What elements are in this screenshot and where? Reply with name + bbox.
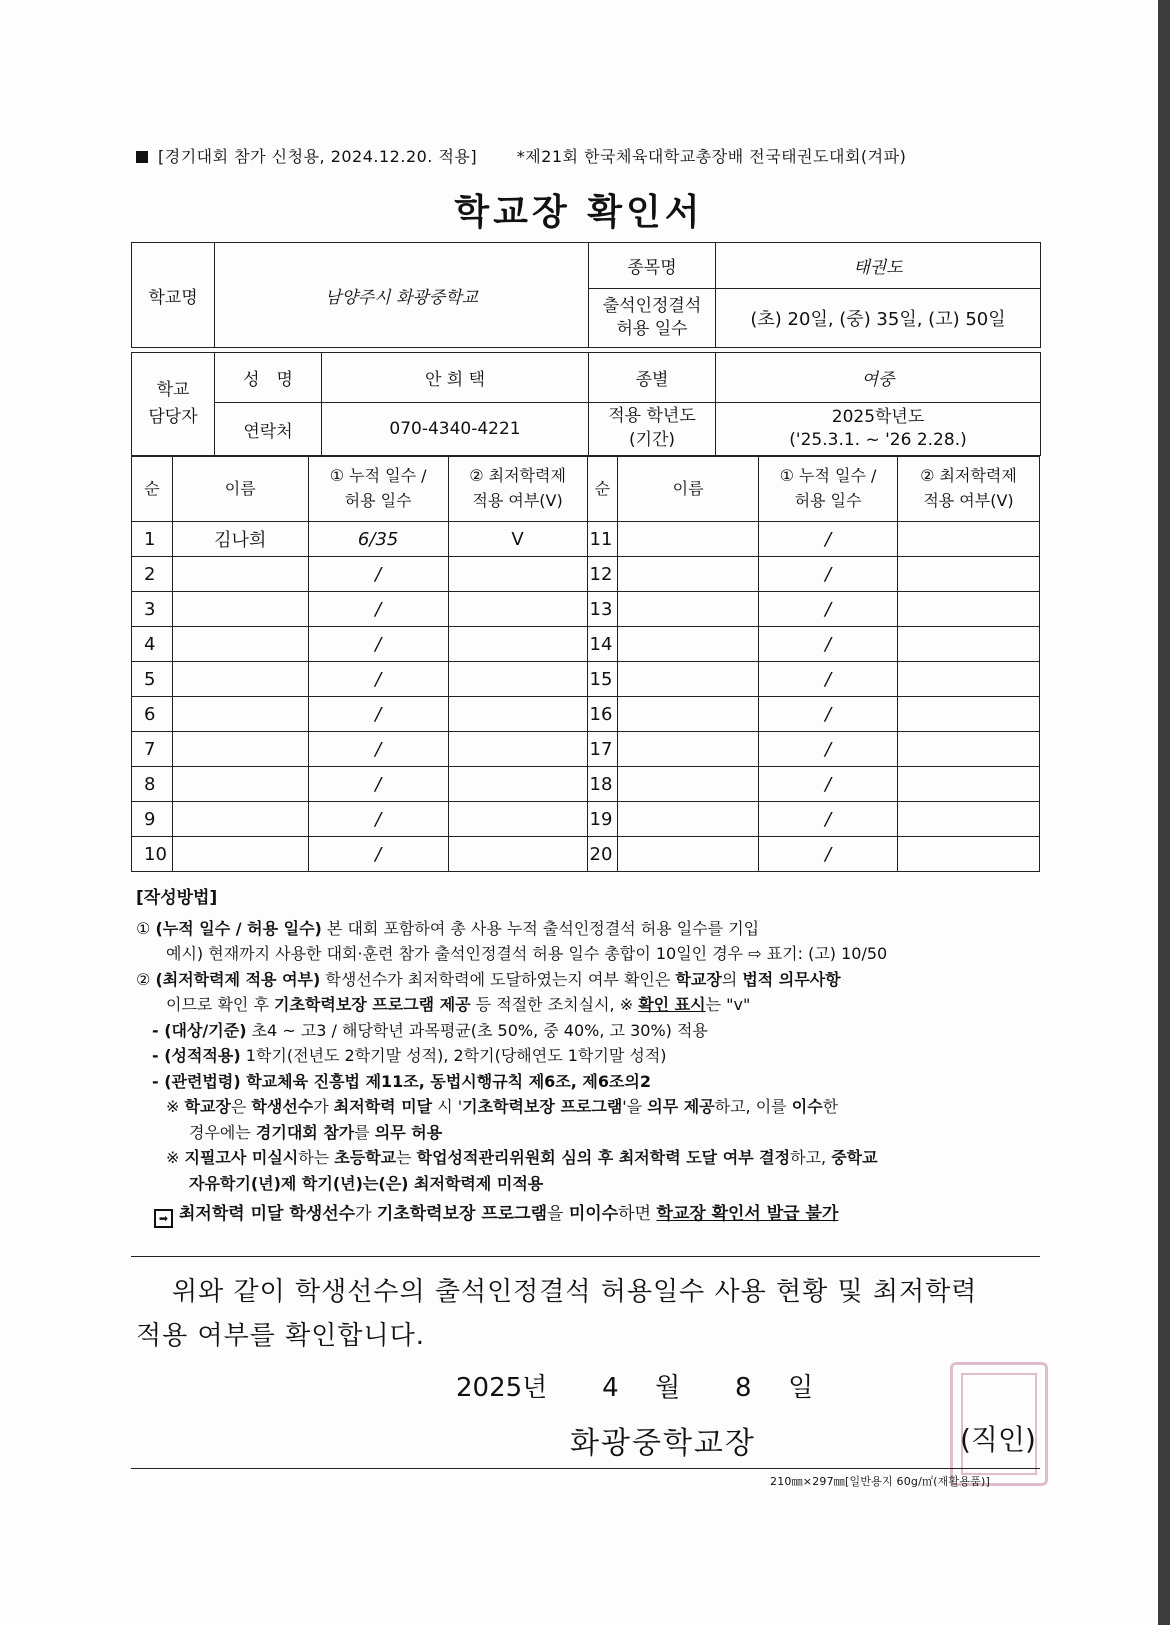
days-cell: / — [759, 522, 898, 557]
col-header-name: 이름 — [618, 457, 759, 522]
min-standard-cell — [897, 662, 1039, 697]
arrow-box-icon: ➡ — [154, 1209, 173, 1228]
min-standard-cell — [897, 802, 1039, 837]
issue-date: 2025년 4 월 8 일 — [456, 1373, 814, 1403]
form-usage-note: [경기대회 참가 신청용, 2024.12.20. 적용] — [158, 147, 478, 166]
allowed-days-value: (초) 20일, (중) 35일, (고) 50일 — [716, 289, 1041, 348]
col-header-no: 순 — [132, 457, 173, 522]
row-number: 3 — [132, 592, 173, 627]
min-standard-cell — [448, 557, 587, 592]
student-name — [618, 627, 759, 662]
col-header-no: 순 — [587, 457, 618, 522]
row-number: 18 — [587, 767, 618, 802]
divider — [131, 1256, 1040, 1257]
table-row — [132, 732, 1040, 767]
row-number: 6 — [132, 697, 173, 732]
student-name — [618, 837, 759, 872]
detail-grades: - (성적적용) 1학기(전년도 2학기말 성적), 2학기(당해연도 1학기말 성적) — [152, 1046, 667, 1065]
days-cell: / — [759, 627, 898, 662]
days-cell: / — [308, 627, 448, 662]
col-header-min: ② 최저학력제 적용 여부(V) — [897, 457, 1039, 522]
year-label: 적용 학년도 (기간) — [589, 403, 716, 456]
student-name — [172, 732, 308, 767]
row-number: 8 — [132, 767, 173, 802]
min-standard-cell — [897, 592, 1039, 627]
student-name — [618, 697, 759, 732]
remark-1: ※ 학교장은 학생선수가 최저학력 미달 시 '기초학력보장 프로그램'을 의무 제공하고, 이를 이수한 — [166, 1097, 839, 1116]
principal-title: 화광중학교장 — [570, 1426, 756, 1461]
student-name — [618, 592, 759, 627]
row-number: 1 — [132, 522, 173, 557]
days-cell: / — [759, 837, 898, 872]
detail-target: - (대상/기준) 초4 ~ 고3 / 해당학년 과목평균(초 50%, 중 40%, 고 30%) 적용 — [152, 1020, 708, 1040]
document-title: 학교장 확인서 — [454, 192, 704, 233]
student-name — [172, 627, 308, 662]
note-1: ① (누적 일수 / 허용 일수) 본 대회 포함하여 총 사용 누적 출석인정결석 허용 일수를 기입 — [136, 918, 760, 938]
days-cell: / — [308, 662, 448, 697]
days-cell: / — [759, 802, 898, 837]
min-standard-cell — [897, 767, 1039, 802]
student-name — [172, 662, 308, 697]
bottom-divider — [131, 1468, 1040, 1469]
days-cell: / — [308, 837, 448, 872]
student-name — [172, 557, 308, 592]
final-warning: ➡ 최저학력 미달 학생선수가 기초학력보장 프로그램을 미이수하면 학교장 확인서 발급 불가 — [136, 1202, 1051, 1228]
min-standard-cell — [897, 522, 1039, 557]
col-header-min: ② 최저학력제 적용 여부(V) — [448, 457, 587, 522]
contact-value: 070-4340-4221 — [322, 403, 589, 456]
student-name — [172, 802, 308, 837]
student-name — [172, 837, 308, 872]
student-name — [172, 592, 308, 627]
row-number: 14 — [587, 627, 618, 662]
student-name — [618, 662, 759, 697]
info-table — [131, 242, 1041, 456]
row-number: 7 — [132, 732, 173, 767]
detail-law: - (관련법령) 학교체육 진흥법 제11조, 동법시행규칙 제6조, 제6조의2 — [152, 1071, 652, 1091]
manager-name: 안 희 택 — [322, 353, 589, 403]
scan-edge — [1158, 0, 1170, 1625]
category-value: 여중 — [716, 353, 1041, 403]
col-header-name: 이름 — [172, 457, 308, 522]
row-number: 17 — [587, 732, 618, 767]
school-value: 남양주시 화광중학교 — [215, 243, 589, 348]
category-label: 종별 — [589, 353, 716, 403]
remark-1-line-2: 경우에는 경기대회 참가를 의무 허용 — [189, 1122, 443, 1142]
min-standard-cell — [897, 837, 1039, 872]
days-cell: / — [759, 697, 898, 732]
min-standard-cell — [448, 837, 587, 872]
min-standard-cell — [448, 627, 587, 662]
days-cell: / — [308, 557, 448, 592]
row-number: 12 — [587, 557, 618, 592]
min-standard-cell — [897, 697, 1039, 732]
student-table — [131, 456, 1040, 872]
student-name — [618, 802, 759, 837]
student-name — [618, 767, 759, 802]
table-row — [132, 627, 1040, 662]
table-row — [132, 837, 1040, 872]
min-standard-cell — [897, 732, 1039, 767]
days-cell: / — [759, 767, 898, 802]
row-number: 16 — [587, 697, 618, 732]
remark-2-line-2: 자유학기(년)제 학기(년)는(은) 최저학력제 미적용 — [189, 1173, 544, 1193]
table-row — [132, 802, 1040, 837]
square-bullet-icon — [136, 151, 148, 163]
min-standard-cell — [897, 627, 1039, 662]
name-label: 성 명 — [215, 353, 322, 403]
instructions — [136, 888, 1051, 1228]
min-standard-cell — [448, 802, 587, 837]
row-number: 10 — [132, 837, 173, 872]
form-header — [136, 144, 1051, 167]
row-number: 13 — [587, 592, 618, 627]
note-2-line-2: 이므로 확인 후 기초학력보장 프로그램 제공 등 적절한 조치실시, ※ 확인 표시는 "v" — [166, 995, 751, 1014]
min-standard-cell — [448, 592, 587, 627]
event-label: 종목명 — [589, 243, 716, 289]
days-cell: / — [759, 557, 898, 592]
table-row — [132, 767, 1040, 802]
min-standard-cell — [897, 557, 1039, 592]
student-name — [618, 522, 759, 557]
competition-name: *제21회 한국체육대학교총장배 전국태권도대회(겨파) — [516, 147, 907, 166]
days-cell: / — [308, 697, 448, 732]
days-cell: / — [759, 662, 898, 697]
row-number: 5 — [132, 662, 173, 697]
days-cell: / — [308, 767, 448, 802]
school-label: 학교명 — [132, 243, 215, 348]
year-value: 2025학년도 ('25.3.1. ~ '26 2.28.) — [716, 403, 1041, 456]
row-number: 19 — [587, 802, 618, 837]
days-cell: / — [759, 732, 898, 767]
min-standard-cell — [448, 662, 587, 697]
table-row — [132, 662, 1040, 697]
row-number: 4 — [132, 627, 173, 662]
days-cell: / — [308, 732, 448, 767]
min-standard-cell — [448, 767, 587, 802]
row-number: 15 — [587, 662, 618, 697]
student-name — [172, 767, 308, 802]
seal-label: (직인) — [960, 1423, 1036, 1456]
row-number: 9 — [132, 802, 173, 837]
table-row — [132, 522, 1040, 557]
row-number: 11 — [587, 522, 618, 557]
table-row — [132, 697, 1040, 732]
min-standard-cell — [448, 732, 587, 767]
student-name — [618, 557, 759, 592]
paper-spec: 210㎜×297㎜[일반용지 60g/㎡(재활용품)] — [770, 1475, 990, 1488]
note-1-example: 예시) 현재까지 사용한 대회·훈련 참가 출석인정결석 허용 일수 총합이 10일인 경우 ⇨ 표기: (고) 10/50 — [166, 944, 888, 963]
table-row — [132, 557, 1040, 592]
min-standard-cell — [448, 697, 587, 732]
col-header-days: ① 누적 일수 / 허용 일수 — [759, 457, 898, 522]
contact-label: 연락처 — [215, 403, 322, 456]
student-name: 김나희 — [172, 522, 308, 557]
remark-2: ※ 지필고사 미실시하는 초등학교는 학업성적관리위원회 심의 후 최저학력 도달 여부 결정하고, 중학교 — [166, 1148, 878, 1167]
table-row — [132, 592, 1040, 627]
manager-label: 학교 담당자 — [132, 353, 215, 456]
student-name — [172, 697, 308, 732]
allowed-days-label: 출석인정결석 허용 일수 — [589, 289, 716, 348]
row-number: 2 — [132, 557, 173, 592]
days-cell: / — [308, 802, 448, 837]
event-value: 태권도 — [716, 243, 1041, 289]
note-2: ② (최저학력제 적용 여부) 학생선수가 최저학력에 도달하였는지 여부 확인은 학교장의 법적 의무사항 — [136, 969, 841, 989]
days-cell: 6/35 — [308, 522, 448, 557]
min-standard-cell: V — [448, 522, 587, 557]
row-number: 20 — [587, 837, 618, 872]
student-name — [618, 732, 759, 767]
col-header-days: ① 누적 일수 / 허용 일수 — [308, 457, 448, 522]
instructions-heading: [작성방법] — [136, 888, 218, 908]
confirmation-text: 위와 같이 학생선수의 출석인정결석 허용일수 사용 현황 및 최저학력 적용 여부를 확인합니다. — [136, 1277, 978, 1351]
days-cell: / — [308, 592, 448, 627]
days-cell: / — [759, 592, 898, 627]
